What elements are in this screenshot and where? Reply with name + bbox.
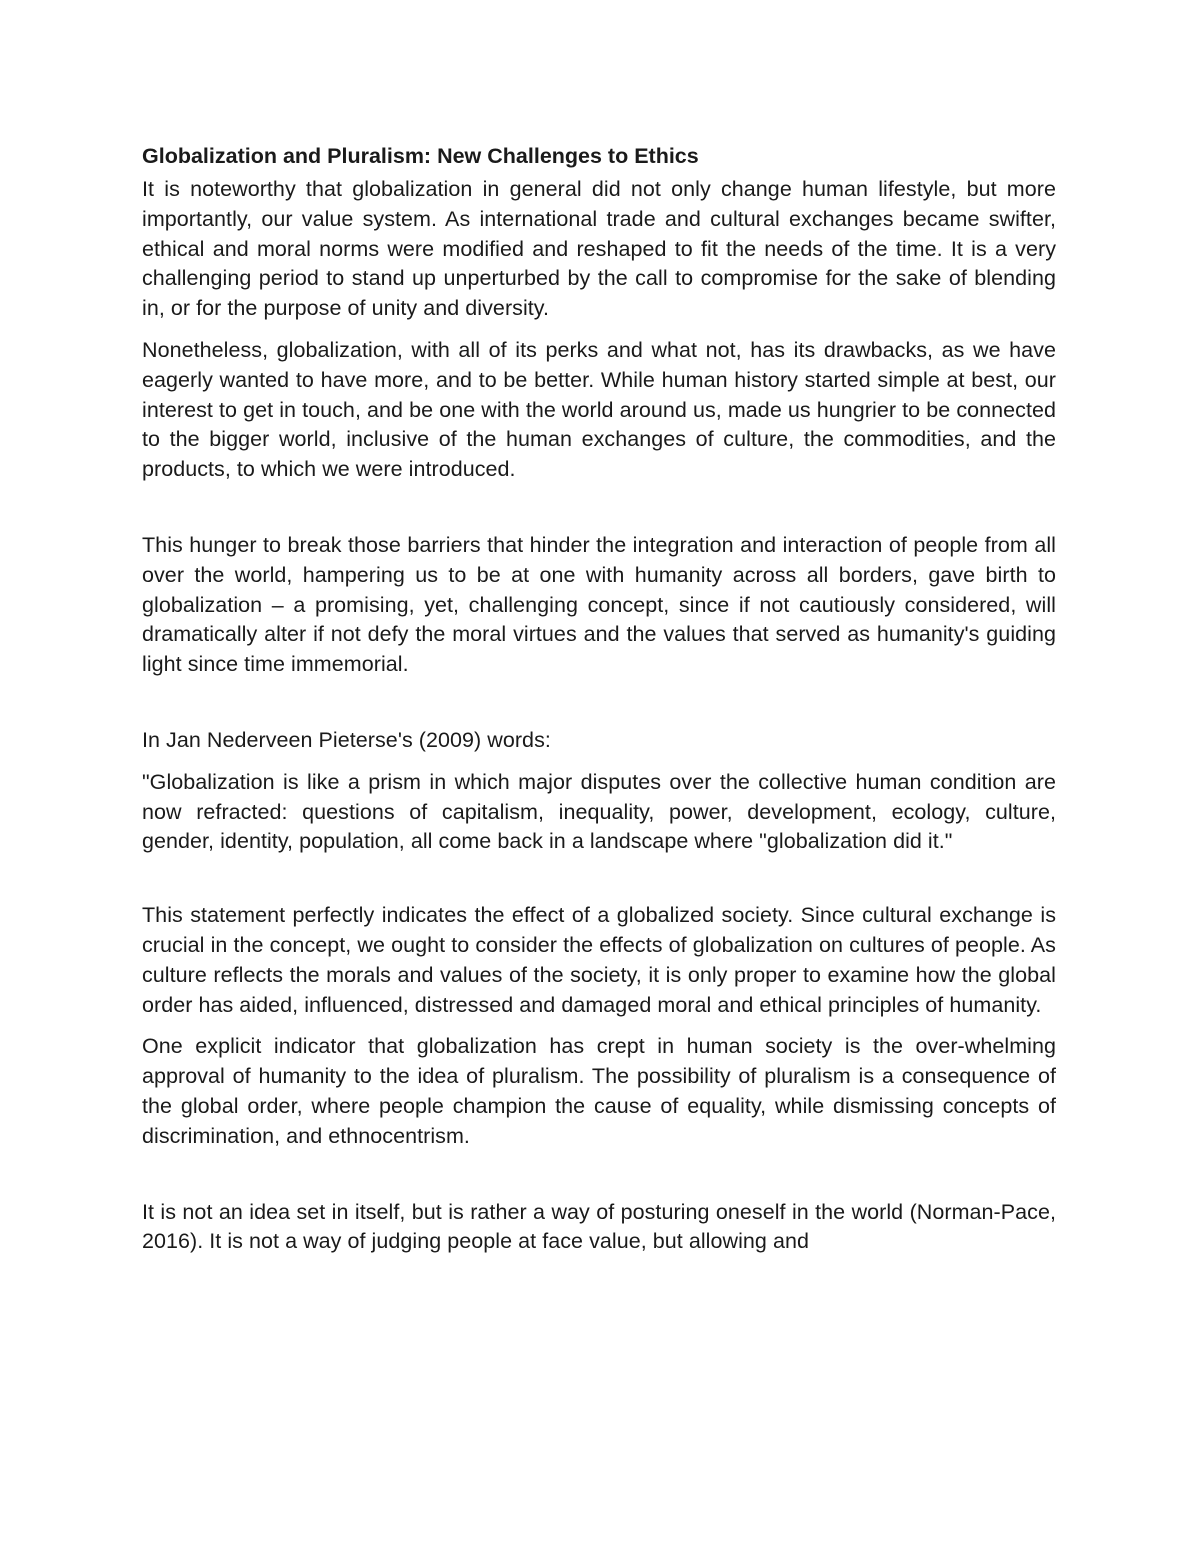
quote-paragraph: "Globalization is like a prism in which major disputes over the collective human condition are now refracted: questions of capitalism, inequality, power, development, ecology, culture, gender, identity, population, all come back in a landscape where "globalization did it." [142,769,1056,854]
paragraph-1: It is noteworthy that globalization in general did not only change human lifestyle, but more importantly, our value system. As international trade and cultural exchanges became swifter, ethical and moral norms were modified and reshaped to fit the needs of the time. It is a very challenging period to stand up unperturbed by the call to compromise for the sake of blending in, or for the purpose of unity and diversity. [142,177,1056,321]
paragraph-2: Nonetheless, globalization, with all of its perks and what not, has its drawbacks, as we have eagerly wanted to have more, and to be better. While human history started simple at best, our interest to get in touch, and be one with the world around us, made us hungrier to be connected to the bigger world, inclusive of the human exchanges of culture, the commodities, and the products, to which we were introduced. [142,337,1056,482]
paragraph-4: In Jan Nederveen Pieterse's (2009) words: [142,727,551,752]
paragraph-3: This hunger to break those barriers that hinder the integration and interaction of people from all over the world, hampering us to be at one with humanity across all borders, gave birth to globalization – a promising, yet, challenging concept, since if not cautiously considered, will dramatically alter if not defy the moral virtues and the values that served as humanity's guiding light since time immemorial. [142,532,1056,677]
paragraph-7: One explicit indicator that globalization has crept in human society is the over-whelming approval of humanity to the idea of pluralism. The possibility of pluralism is a consequence of the global order, where people champion the cause of equality, while dismissing concepts of discrimination, and ethnocentrism. [142,1034,1056,1148]
document-title: Globalization and Pluralism: New Challenges to Ethics [142,144,699,168]
document-page [142,140,1056,1269]
paragraph-6: This statement perfectly indicates the effect of a globalized society. Since cultural exchange is crucial in the concept, we ought to consider the effects of globalization on cultures of people. As culture reflects the morals and values of the society, it is only proper to examine how the global order has aided, influenced, distressed and damaged moral and ethical principles of humanity. [142,903,1056,1017]
paragraph-8: It is not an idea set in itself, but is rather a way of posturing oneself in the world (Norman-Pace, 2016). It is not a way of judging people at face value, but allowing and [142,1199,1056,1254]
